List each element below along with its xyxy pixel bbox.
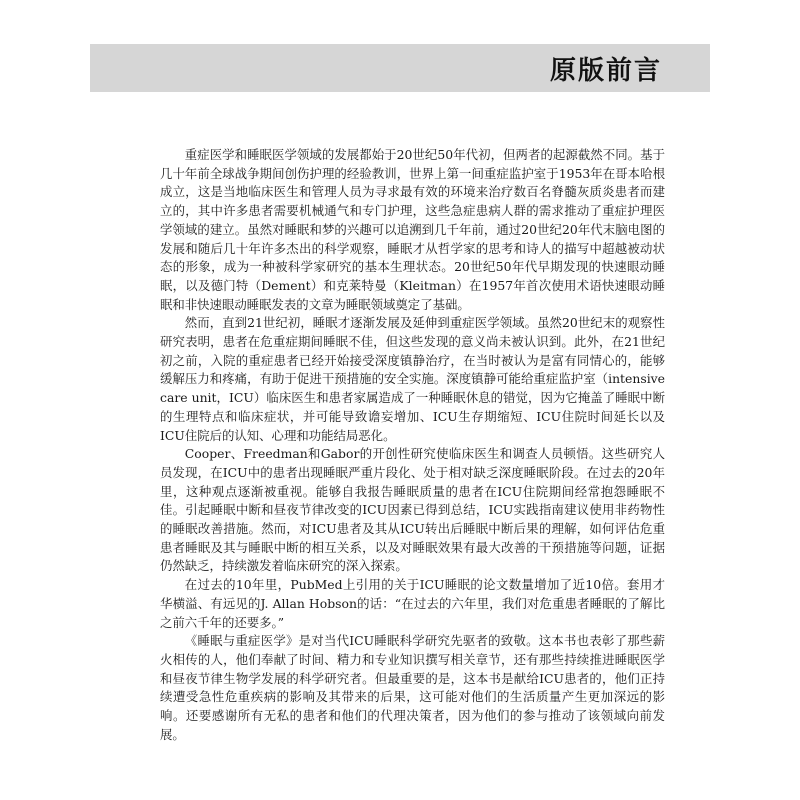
paragraph-5: 《睡眠与重症医学》是对当代ICU睡眠科学研究先驱者的致敬。这本书也表彰了那些薪火相传的人，他们奉献了时间、精力和专业知识撰写相关章节，还有那些持续推进睡眠医学和昼夜节律生物学发展的科学研究者。但最重要的是，这本书是献给ICU患者的，他们正持续遭受急性危重疾病的影响及其带来的后果，这可能对他们的生活质量产生更加深远的影响。还要感谢所有无私的患者和他们的代理决策者，因为他们的参与推动了该领域向前发展。: [160, 633, 665, 742]
preface-body: [160, 146, 665, 745]
paragraph-1: 重症医学和睡眠医学领域的发展都始于20世纪50年代初，但两者的起源截然不同。基于几十年前全球战争期间创伤护理的经验教训，世界上第一间重症监护室于1953年在哥本哈根成立，这是当地临床医生和管理人员为寻求最有效的环境来治疗数百名脊髓灰质炎患者而建立的，其中许多患者需要机械通气和专门护理，这些急症患病人群的需求推动了重症护理医学领域的建立。虽然对睡眠和梦的兴趣可以追溯到几千年前，通过20世纪20年代末脑电图的发展和随后几十年许多杰出的科学观察，睡眠才从哲学家的思考和诗人的描写中超越被动状态的形象，成为一种被科学家研究的基本生理状态。20世纪50年代早期发现的快速眼动睡眠，以及德门特（Dement）和克莱特曼（Kleitman）在1957年首次使用术语快速眼动睡眠和非快速眼动睡眠发表的文章为睡眠领域奠定了基础。: [160, 147, 665, 312]
paragraph-3: Cooper、Freedman和Gabor的开创性研究使临床医生和调查人员顿悟。这些研究人员发现，在ICU中的患者出现睡眠严重片段化、处于相对缺乏深度睡眠阶段。在过去的20年里，这种观点逐渐被重视。能够自我报告睡眠质量的患者在ICU住院期间经常抱怨睡眠不佳。引起睡眠中断和昼夜节律改变的ICU因素已得到总结，ICU实践指南建议使用非药物性的睡眠改善措施。然而，对ICU患者及其从ICU转出后睡眠中断后果的理解，如何评估危重患者睡眠及其与睡眠中断的相互关系，以及对睡眠效果有最大改善的干预措施等问题，证据仍然缺乏，持续激发着临床研究的深入探索。: [160, 446, 665, 574]
page-title: 原版前言: [549, 56, 662, 86]
paragraph-2: 然而，直到21世纪初，睡眠才逐渐发展及延伸到重症医学领域。虽然20世纪末的观察性研究表明，患者在危重症期间睡眠不佳，但这些发现的意义尚未被认识到。此外，在21世纪初之前，入院的重症患者已经开始接受深度镇静治疗，在当时被认为是富有同情心的，能够缓解压力和疼痛，有助于促进干预措施的安全实施。深度镇静可能给重症监护室（intensive care unit，ICU）临床医生和患者家属造成了一种睡眠休息的错觉，因为它掩盖了睡眠中断的生理特点和临床症状，并可能导致谵妄增加、ICU生存期缩短、ICU住院时间延长以及ICU住院后的认知、心理和功能结局恶化。: [160, 315, 665, 443]
paragraph-4: 在过去的10年里，PubMed上引用的关于ICU睡眠的论文数量增加了近10倍。套用才华横溢、有远见的J. Allan Hobson的话：“在过去的六年里，我们对危重患者睡眠的了解比之前六千年的还要多。”: [160, 577, 665, 630]
